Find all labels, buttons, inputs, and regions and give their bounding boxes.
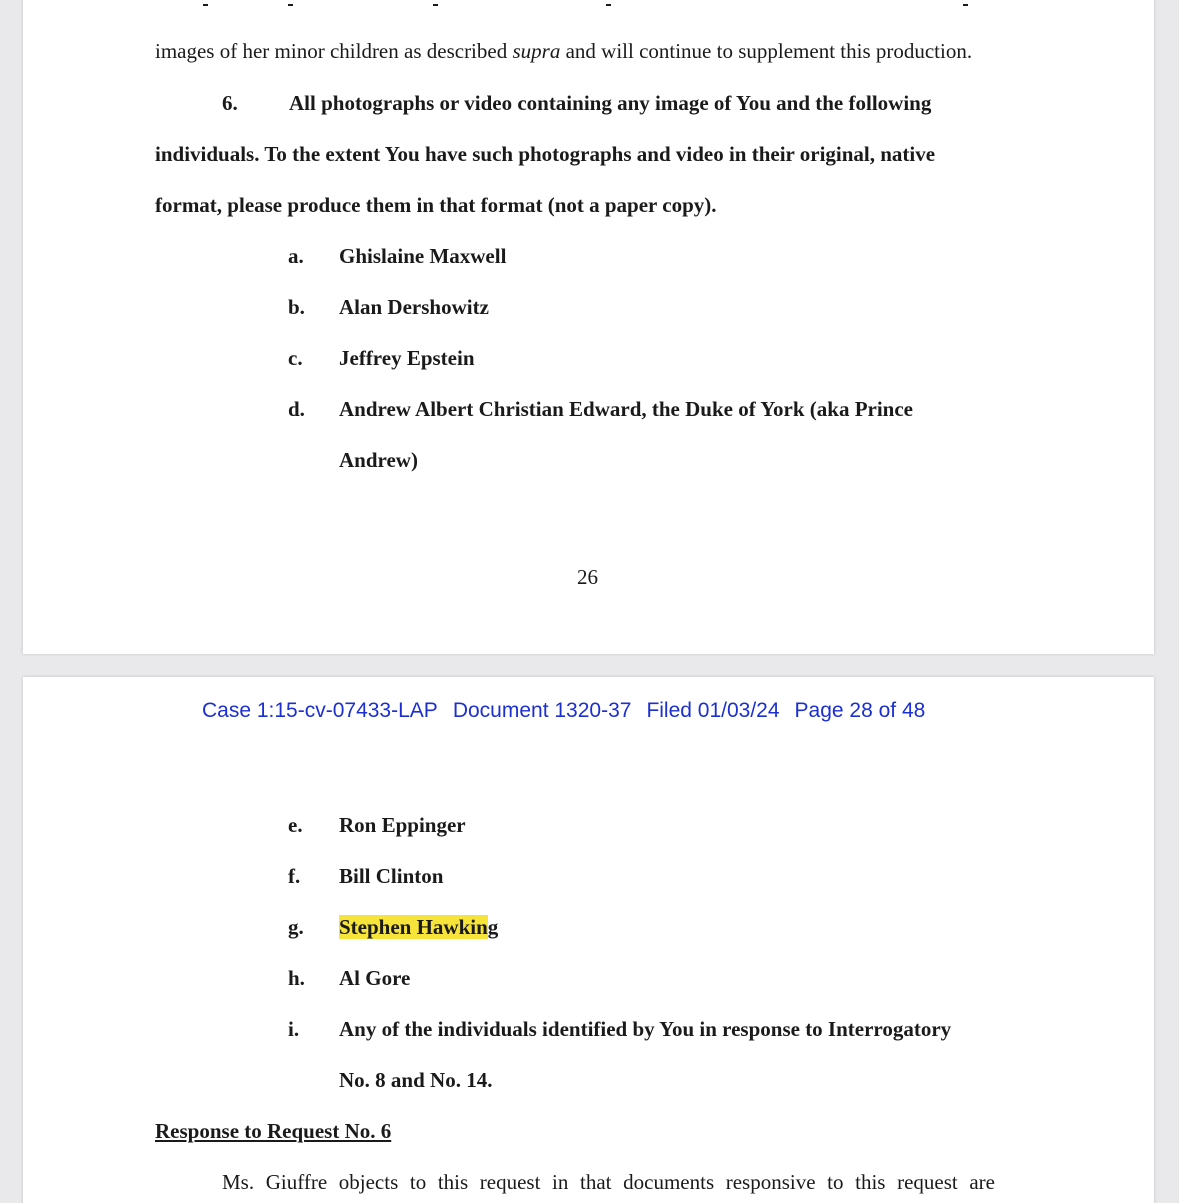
request-number: 6. [222, 91, 238, 115]
case-header [202, 699, 940, 723]
list-item-continuation: No. 8 and No. 14. [339, 1068, 493, 1092]
request-line-1: All photographs or video containing any image of You and the following [289, 91, 932, 115]
list-item-letter: h. [288, 966, 305, 990]
document-page-28 [23, 677, 1154, 1203]
request-line-2: individuals. To the extent You have such photographs and video in their original, native [155, 142, 936, 166]
list-item-name: Jeffrey Epstein [339, 346, 475, 370]
page-number: 26 [577, 565, 598, 589]
supplement-text-suffix: and will continue to supplement this production. [560, 39, 973, 63]
list-item-letter: e. [288, 813, 303, 837]
list-item-name: Ghislaine Maxwell [339, 244, 507, 268]
list-item-name: Bill Clinton [339, 864, 444, 888]
highlight-trailing-text: g [487, 915, 499, 939]
list-item-letter: f. [288, 864, 301, 888]
list-item-letter: c. [288, 346, 303, 370]
list-item-name-highlighted[interactable] [339, 915, 498, 939]
response-heading: Response to Request No. 6 [155, 1119, 392, 1143]
supplement-line [155, 39, 972, 63]
response-text: Ms. Giuffre objects to this request in that documents responsive to this request are [222, 1170, 995, 1194]
list-item-letter: b. [288, 295, 305, 319]
list-item-name: Andrew Albert Christian Edward, the Duke of York (aka Prince [339, 397, 914, 421]
clipped-previous-line [23, 0, 1154, 8]
list-item-name: Any of the individuals identified by You in response to Interrogatory [339, 1017, 952, 1041]
document-page-26 [23, 0, 1154, 654]
request-line-3: format, please produce them in that format (not a paper copy). [155, 193, 717, 217]
text-highlight[interactable]: Stephen Hawkin [339, 915, 488, 939]
filed-date: Filed 01/03/24 [646, 699, 780, 722]
list-item-name: Alan Dershowitz [339, 295, 489, 319]
list-item-continuation: Andrew) [339, 448, 418, 472]
case-number: Case 1:15-cv-07433-LAP [202, 699, 438, 722]
list-item-letter: a. [288, 244, 304, 268]
supplement-text-prefix: images of her minor children as described [155, 39, 513, 63]
document-number: Document 1320-37 [452, 699, 632, 722]
list-item-name: Al Gore [339, 966, 411, 990]
list-item-name: Ron Eppinger [339, 813, 466, 837]
supplement-text-italic: supra [512, 39, 561, 63]
page-count: Page 28 of 48 [794, 699, 926, 722]
list-item-letter: g. [288, 915, 304, 939]
list-item-letter: i. [288, 1017, 300, 1041]
list-item-letter: d. [288, 397, 305, 421]
